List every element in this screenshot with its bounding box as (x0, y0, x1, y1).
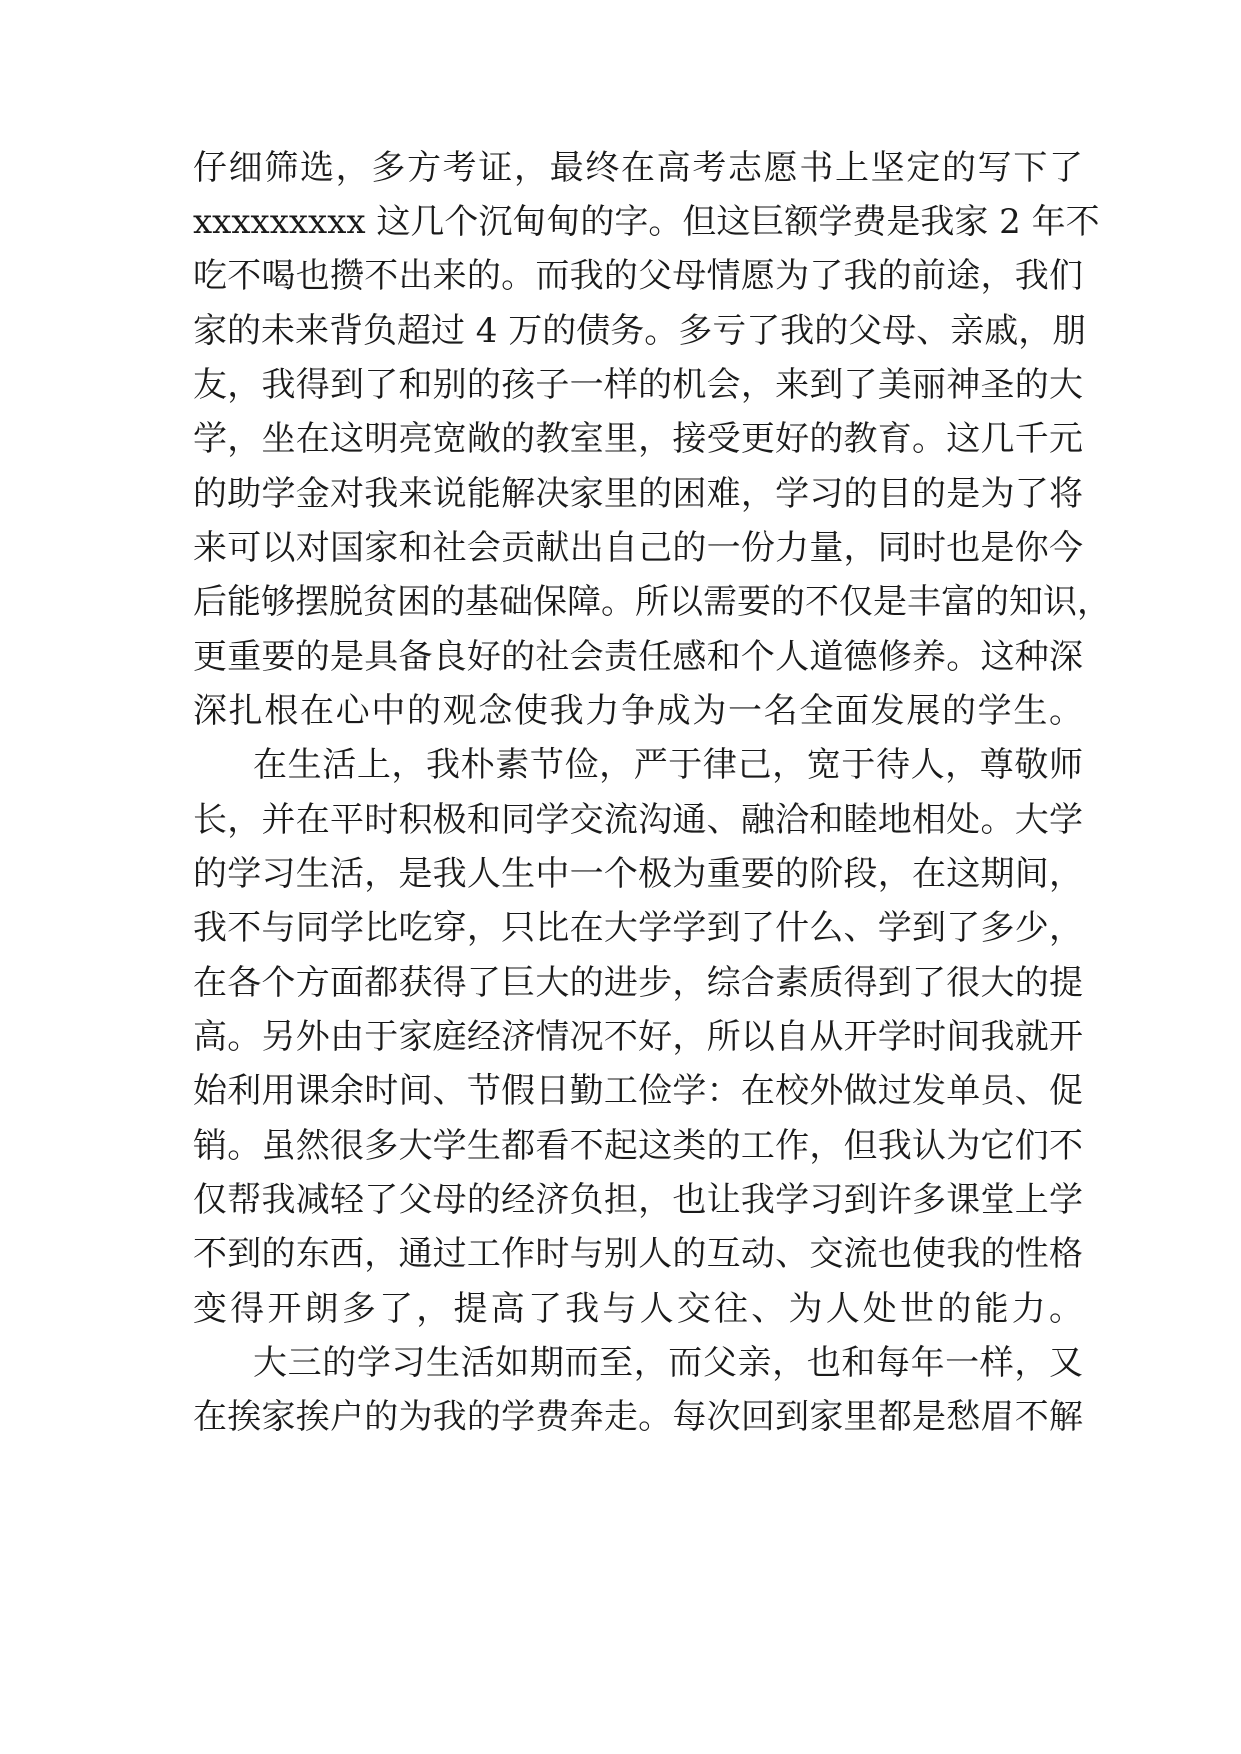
text-line: 后能够摆脱贫困的基础保障。所以需要的不仅是丰富的知识， (193, 582, 1111, 622)
text-line: 深扎根在心中的观念使我力争成为一名全面发展的学生。 (193, 691, 1085, 731)
text-line: 更重要的是具备良好的社会责任感和个人道德修养。这种深 (193, 637, 1084, 677)
text-line: 仔细筛选，多方考证，最终在高考志愿书上坚定的写下了 (193, 148, 1085, 188)
paragraph-start-line: 大三的学习生活如期而至，而父亲，也和每年一样，又 (253, 1343, 1084, 1383)
text-line: xxxxxxxxx 这几个沉甸甸的字。但这巨额学费是我家 2 年不 (193, 202, 1100, 242)
text-line: 的助学金对我来说能解决家里的困难，学习的目的是为了将 (193, 474, 1084, 514)
text-line: 学，坐在这明亮宽敞的教室里，接受更好的教育。这几千元 (193, 419, 1084, 459)
text-line: 在挨家挨户的为我的学费奔走。每次回到家里都是愁眉不解 (193, 1397, 1084, 1437)
text-line: 来可以对国家和社会贡献出自己的一份力量，同时也是你今 (193, 528, 1084, 568)
paragraph-start-line: 在生活上，我朴素节俭，严于律己，宽于待人，尊敬师 (253, 745, 1084, 785)
text-line: 吃不喝也攒不出来的。而我的父母情愿为了我的前途，我们 (193, 256, 1084, 296)
text-line: 家的未来背负超过 4 万的债务。多亏了我的父母、亲戚，朋 (193, 311, 1087, 351)
text-line: 长，并在平时积极和同学交流沟通、融洽和睦地相处。大学 (193, 800, 1084, 840)
text-line: 友，我得到了和别的孩子一样的机会，来到了美丽神圣的大 (193, 365, 1084, 405)
text-line: 高。另外由于家庭经济情况不好，所以自从开学时间我就开 (193, 1017, 1084, 1057)
text-line: 不到的东西，通过工作时与别人的互动、交流也使我的性格 (193, 1234, 1084, 1274)
text-line: 的学习生活，是我人生中一个极为重要的阶段，在这期间， (193, 854, 1084, 894)
text-line: 变得开朗多了，提高了我与人交往、为人处世的能力。 (193, 1289, 1087, 1329)
text-line: 销。虽然很多大学生都看不起这类的工作，但我认为它们不 (193, 1126, 1084, 1166)
text-line: 仅帮我减轻了父母的经济负担，也让我学习到许多课堂上学 (193, 1180, 1084, 1220)
text-line: 我不与同学比吃穿，只比在大学学到了什么、学到了多少， (193, 908, 1084, 948)
text-line: 始利用课余时间、节假日勤工俭学：在校外做过发单员、促 (193, 1071, 1084, 1111)
text-line: 在各个方面都获得了巨大的进步，综合素质得到了很大的提 (193, 963, 1084, 1003)
